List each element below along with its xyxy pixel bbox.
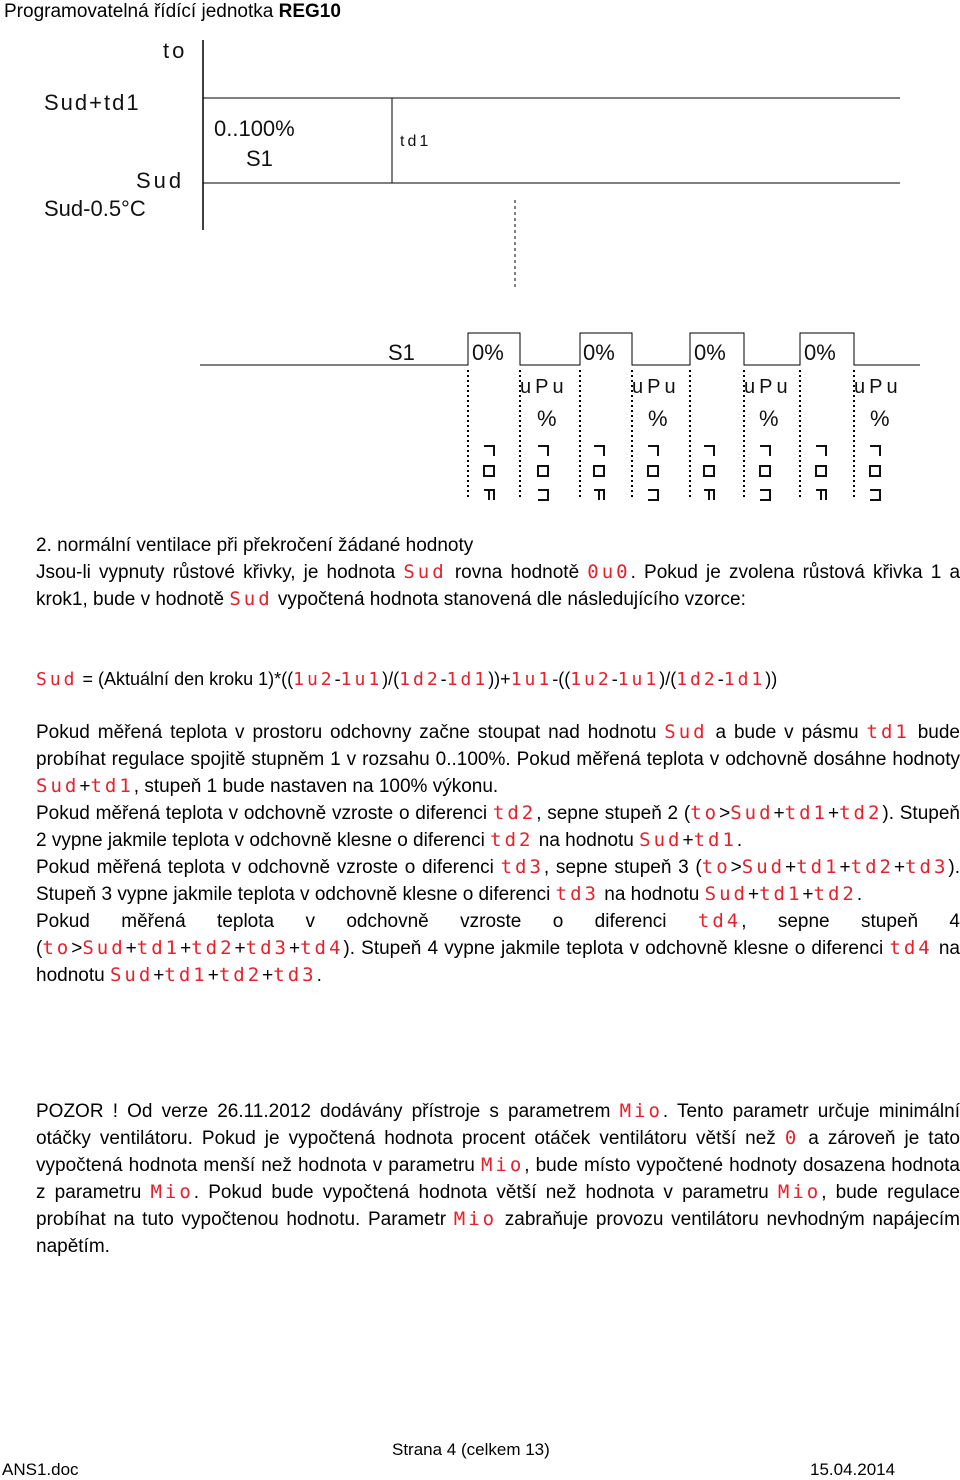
label-sud-minus: Sud-0.5°C [44,196,146,221]
section-description: Jsou-li vypnuty růstové křivky, je hodnota Sud rovna hodnotě 0u0. Pokud je zvolena růstová křivka 1 a krok1, bude v hodnotě Sud vypočtená hodnota stanovená dle následujícího vzorce: [36,561,960,610]
percent-label-1: % [537,406,557,431]
section-heading: 2. normální ventilace při překročení žádané hodnoty [36,535,474,556]
header-model: REG10 [278,1,341,22]
percent-label-4: % [870,406,890,431]
range-label-0-100: 0..100% [214,116,295,141]
paragraph-stage2: Pokud měřená teplota v odchovně vzroste o diferenci td2, sepne stupeň 2 (to>Sud+td1+td2). Stupeň 2 vypne jakmile teplota v odchovně klesne o diferenci td2 na hodnotu Sud+td1. [36,802,960,851]
upu-label-2: uPu [632,376,680,398]
code-sud: Sud [229,588,273,610]
upu-label-1: uPu [520,376,568,398]
paragraph-stage4: Pokud měřená teplota v odchovně vzroste o diferenci td4, sepne stupeň 4 (to>Sud+td1+td2+td3+td4). Stupeň 4 vypne jakmile teplota v odchovně klesne o diferenci td4 na hodnotu Sud+td1+td2+td3. [36,910,960,986]
footer-date: 15.04.2014 [810,1460,896,1479]
label-sud-td1: Sud+td1 [44,90,141,115]
code-0u0: 0u0 [587,561,631,583]
staging-diagram [0,0,960,520]
percent-label-3: % [759,406,779,431]
zero-label-3: 0% [694,340,726,365]
upu-label-3: uPu [744,376,792,398]
upu-label-4: uPu [854,376,902,398]
body-text [36,719,960,989]
range-label-s1: S1 [246,146,273,171]
zero-label-4: 0% [804,340,836,365]
section-intro [36,532,960,613]
formula: Sud = (Aktuální den kroku 1)*((1u2-1u1)/(1d2-1d1))+1u1-((1u2-1u1)/(1d2-1d1)) [36,669,778,690]
warning-block [36,1098,960,1260]
paragraph-stage3: Pokud měřená teplota v odchovně vzroste o diferenci td3, sepne stupeň 3 (to>Sud+td1+td2+td3). Stupeň 3 vypne jakmile teplota v odchovně klesne o diferenci td3 na hodnotu Sud+td1+td2. [36,856,960,905]
label-sud: Sud [136,168,185,193]
code-sud: Sud [403,561,447,583]
zero-label-2: 0% [583,340,615,365]
segment-glyphs [484,446,880,500]
td1-label: td1 [400,133,432,150]
paragraph-warning: POZOR ! Od verze 26.11.2012 dodávány přístroje s parametrem Mio. Tento parametr určuje minimální otáčky ventilátoru. Pokud je vypočtená hodnota procent otáček ventilátoru větší než 0 a zároveň je tato vypočtená hodnota menší než hodnota v parametru Mio, bude místo vypočtené hodnoty dosazena hodnota z parametru Mio. Pokud bude vypočtená hodnota větší než hodnota v parametru Mio, bude regulace probíhat na tuto vypočtenou hodnotu. Parametr Mio zabraňuje provozu ventilátoru nevhodným napájecím napětím. [36,1100,960,1257]
percent-label-2: % [648,406,668,431]
header-title: Programovatelná řídící jednotka [4,1,279,22]
zero-label-1: 0% [472,340,504,365]
paragraph-stage1: Pokud měřená teplota v prostoru odchovny začne stoupat nad hodnotu Sud a bude v pásmu td1 bude probíhat regulace spojitě stupněm 1 v rozsahu 0..100%. Pokud měřená teplota v odchovně dosáhne hodnoty Sud+td1, stupeň 1 bude nastaven na 100% výkonu. [36,721,960,797]
s1-label: S1 [388,340,415,365]
page-number: Strana 4 (celkem 13) [392,1440,550,1459]
y-axis-label: to [163,38,188,63]
footer-filename: ANS1.doc [2,1460,79,1479]
